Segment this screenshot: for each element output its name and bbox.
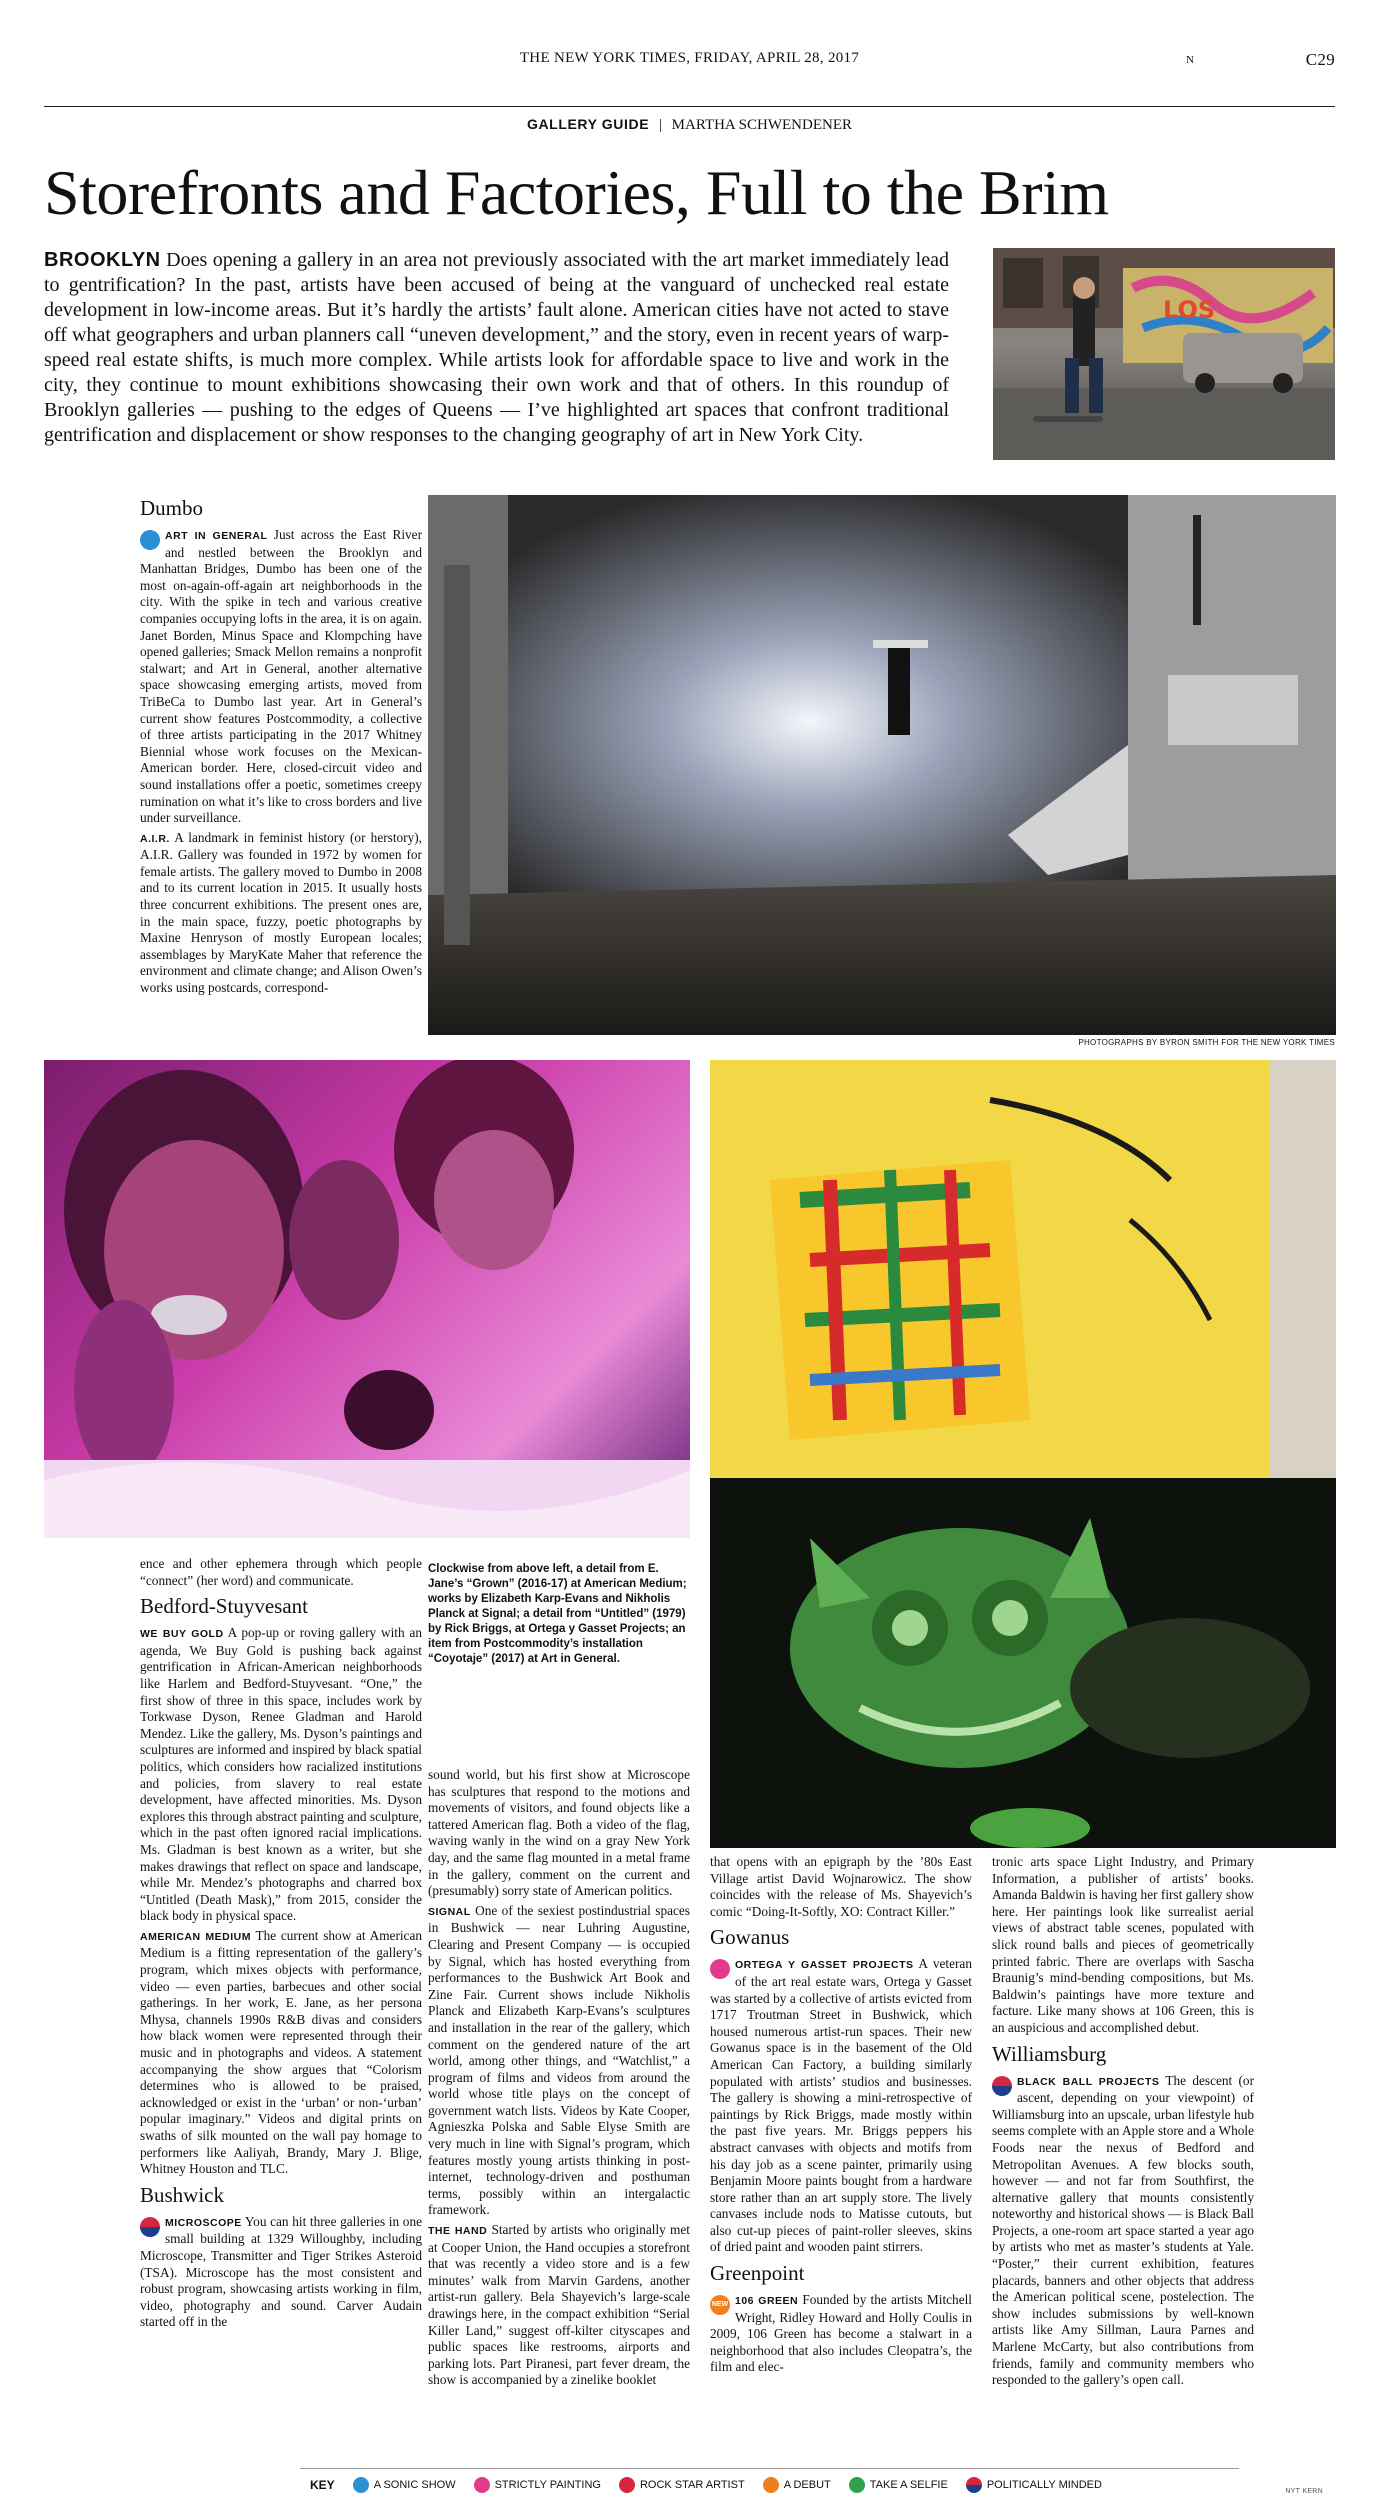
skateboarder-photo-art — [993, 248, 1335, 460]
key-item-debut — [763, 2477, 831, 2493]
section-dumbo: Dumbo — [140, 496, 203, 520]
entry-american-medium — [140, 1928, 422, 2178]
entry-the-hand — [428, 2222, 690, 2389]
masthead-rule — [44, 106, 1335, 107]
masthead-mark: N — [1186, 54, 1195, 66]
new-icon — [763, 2477, 779, 2493]
section-gowanus: Gowanus — [710, 1925, 790, 1950]
paint-icon — [474, 2477, 490, 2493]
kicker — [0, 116, 1379, 134]
art-in-general-photo-art — [428, 495, 1336, 1035]
gallery-name-106-green: 106 GREEN — [735, 2295, 799, 2308]
politics-icon — [992, 2076, 1012, 2096]
key-label: KEY — [310, 2478, 335, 2492]
page-number: C29 — [1305, 50, 1335, 69]
key-rule — [300, 2468, 1239, 2469]
entry-the-hand-text: Started by artists who originally met at Cooper Union, the Hand occupies a storefront that was recently a video store and is a few minutes’ walk from Marvin Gardens, another artist-run gallery. Bela Shayevich’s large-scale drawings here, in the compact exhibition “Serial Killer Land,” suggest off-kilter cityscapes and public spaces like restrooms, airports and parking lots. Part Piranesi, part fever dream, the show is accompanied by a zinelike booklet — [428, 2222, 690, 2388]
entry-signal — [428, 1903, 690, 2219]
key-item-rock-star — [619, 2477, 745, 2493]
lede-text: Does opening a gallery in an area not previously associated with the art market immediately lead to gentrification? In the past, artists have been accused of being at the vanguard of unchecked real estate development in low-income areas. But it’s hardly the artists’ fault alone. American cities have not acted to stave off what geographers and urban planners call “uneven development,” and the story, even in recent years of warp-speed real estate shifts, is much more complex. While artists look for affordable space to live and work in the city, they continue to mount exhibitions showcasing their own work and that of others. In this roundup of Brooklyn galleries — pushing to the edges of Queens — I’ve highlighted art spaces that confront traditional gentrification and displacement or show responses to the changing geography of art in New York City. — [44, 249, 949, 446]
politics-icon — [140, 2217, 160, 2237]
entry-106-green — [710, 2292, 972, 2376]
masthead-date: THE NEW YORK TIMES, FRIDAY, APRIL 28, 2017 — [519, 50, 860, 66]
section-bed-stuy: Bedford-Stuyvesant — [140, 1594, 308, 1619]
column-williamsburg — [992, 1854, 1254, 2392]
key-item-label: ROCK STAR ARTIST — [639, 2479, 745, 2491]
gallery-name-the-hand: THE HAND — [428, 2225, 488, 2238]
lede — [44, 248, 949, 448]
kicker-label: GALLERY GUIDE — [526, 116, 650, 132]
entry-106-green-continued: tronic arts space Light Industry, and Primary Information, a publisher of artists’ books. Amanda Baldwin is having her first gallery show here. Her paintings look like surrealist aerial views of abstract table scenes, populated with slick round balls and pieces of geometrically printed fabric. There are overlaps with Sascha Braunig’s mind-bending compositions, but Ms. Baldwin’s paintings have more texture and facture. Like many shows at 106 Green, this is an auspicious and accomplished debut. — [992, 1854, 1254, 2035]
entry-art-in-general-text: Just across the East River and nestled between the Brooklyn and Manhattan Bridges, Dumbo has been one of the most on-again-off-again art neighborhoods in the city. With the spike in tech and various creative companies occupying lofts in the area, it is on again. Janet Borden, Minus Space and Klompching have opened galleries; Smack Mellon remains a nonprofit stalwart; and Art in General, another alternative space showcasing emerging artists, moved from TriBeCa to Dumbo last year. Art in General’s current show features Postcommodity, a collective of three artists participating in the 2017 Whitney Biennial whose work focuses on the Mexican-American border. Here, closed-circuit video and sound installations offer a poetic, sometimes creepy rumination on what it’s like to cross borders and live under surveillance. — [140, 527, 422, 826]
gallery-name-black-ball: BLACK BALL PROJECTS — [1017, 2075, 1160, 2088]
entry-black-ball — [992, 2073, 1254, 2389]
key-item-label: A DEBUT — [783, 2479, 831, 2491]
entry-we-buy-gold-text: A pop-up or roving gallery with an agenda, We Buy Gold is pushing back against gentrification in African-American neighborhoods like Harlem and Bedford-Stuyvesant. “One,” the first show of three in this space, includes work by Torkwase Dyson, Renee Gladman and Harold Mendez. Like the gallery, Ms. Dyson’s paintings and sculptures are informed and inspired by black spatial politics, which considers how racialized institutions and policies, from slavery to real estate development, have affected minorities. Ms. Dyson explores this through abstract painting and sculpture, which in the past often ignored racial implications. Ms. Gladman is best known as a writer, but she makes drawings that reflect on space and landscape, while Mr. Mendez’s photographs and charred box “Untitled (Death Mask),” from 2015, consider the black body in physical space. — [140, 1625, 422, 1924]
key-legend — [310, 2472, 1230, 2498]
entry-ortega — [710, 1956, 972, 2256]
gallery-name-signal: SIGNAL — [428, 1905, 471, 1918]
gallery-name-microscope: MICROSCOPE — [165, 2216, 242, 2229]
section-bushwick: Bushwick — [140, 2182, 224, 2207]
key-item-politics — [966, 2477, 1102, 2493]
entry-air — [140, 830, 422, 997]
key-item-label: A SONIC SHOW — [373, 2479, 456, 2491]
briggs-painting-photo — [710, 1060, 1336, 1485]
column-bed-stuy-bushwick — [140, 1556, 422, 2334]
entry-microscope — [140, 2214, 422, 2331]
column-gowanus-greenpoint — [710, 1854, 972, 2379]
gallery-name-art-in-general: ART IN GENERAL — [165, 530, 268, 542]
sonic-icon — [353, 2477, 369, 2493]
photo-caption: Clockwise from above left, a detail from E. Jane’s “Grown” (2016-17) at American Medium; works by Elizabeth Karp-Evans and Nikholis Planck at Signal; a detail from “Untitled” (1979) by Rick Briggs, at Ortega y Gasset Projects; an item from Postcommodity’s installation “Coyotaje” (2017) at Art in General. — [428, 1563, 687, 1665]
new-icon: NEW — [710, 2295, 730, 2315]
entry-106-green-text: Founded by the artists Mitchell Wright, Ridley Howard and Holly Coulis in 2009, 106 Green has become a stalwart in a neighborhood that also includes Cleopatra’s, the film and elec- — [710, 2292, 972, 2375]
selfie-icon — [849, 2477, 865, 2493]
grown-photo-art — [44, 1060, 690, 1538]
entry-signal-text: One of the sexiest postindustrial spaces in Bushwick — near Luhring Augustine, Clearing and Present Company — is occupied by Signal, which has hosted everything from performances to the Bushwick Art Book and Zine Fair. Current shows include Nikholis Planck and Elizabeth Karp-Evans’s sculptures and installation in the rear of the gallery, which comment on the gendered nature of the art world, among other things, and “Watchlist,” a program of films and videos from around the world whose title plays on the concept of government watch lists. Videos by Kate Cooper, Agnieszka Polska and Sable Elyse Smith are very much in line with Signal’s program, which features mostly young artists thinking in post-internet, technology-driven and posthuman terms, possibly within an intergalactic framework. — [428, 1902, 690, 2218]
column-bushwick-2 — [428, 1767, 690, 2392]
entry-microscope-text: You can hit three galleries in one small building at 1329 Willoughby, including Microscope, Transmitter and Tiger Strikes Asteroid (TSA). Microscope has the most consistent and robust program, showcasing artists working in film, video, photography and sound. Carver Audain started off in the — [140, 2213, 422, 2330]
headline: Storefronts and Factories, Full to the Brim — [44, 157, 1109, 228]
gallery-name-american-medium: AMERICAN MEDIUM — [140, 1930, 251, 1943]
gallery-name-ortega: ORTEGA Y GASSET PROJECTS — [735, 1959, 914, 1972]
kicker-sep: | — [658, 117, 662, 133]
paint-icon — [710, 1959, 730, 1979]
key-item-painting — [474, 2477, 601, 2493]
key-item-sonic — [353, 2477, 456, 2493]
footer-tag: NYT KERN — [1285, 2488, 1323, 2495]
section-williamsburg: Williamsburg — [992, 2041, 1107, 2066]
key-item-label: POLITICALLY MINDED — [986, 2479, 1102, 2491]
signal-sculpture-art — [710, 1478, 1336, 1848]
kicker-author: MARTHA SCHWENDENER — [671, 117, 853, 133]
svg-text:LOS: LOS — [1163, 296, 1216, 324]
gallery-name-air: A.I.R. — [140, 832, 170, 845]
skateboarder-photo — [993, 248, 1335, 460]
gallery-name-we-buy-gold: WE BUY GOLD — [140, 1628, 224, 1641]
key-item-selfie — [849, 2477, 948, 2493]
entry-art-in-general — [140, 527, 422, 827]
key-item-label: TAKE A SELFIE — [869, 2479, 948, 2491]
briggs-painting-art — [710, 1060, 1336, 1485]
entry-ortega-text: A veteran of the art real estate wars, Ortega y Gasset was started by a collective of artists evicted from 1717 Troutman Street in Bushwick, which housed numerous artist-run spaces. Their new Gowanus space is in the basement of the Old American Can Factory, a building similarly populated with artists’ studios and businesses. The gallery is showing a mini-retrospective of paintings by Rick Briggs, made mostly within the past five years. Mr. Briggs peppers his abstract canvases with objects and motifs from his day job as a scene painter, primarily using Benjamin Moore paints bought from a hardware store rather than an art supply store. The lively canvases include nods to Matisse cutouts, but also cut-up pieces of paint-roller sleeves, skins of dried paint and wooden paint stirrers. — [710, 1956, 972, 2255]
entry-the-hand-continued: that opens with an epigraph by the ’80s East Village artist David Wojnarowicz. The show coincides with the release of Ms. Shayevich’s comic “Doing-It-Softly, XO: Contract Killer.” — [710, 1854, 972, 1919]
lede-dateline: BROOKLYN — [44, 249, 161, 271]
entry-air-text: A landmark in feminist history (or herstory), A.I.R. Gallery was founded in 1972 by women for female artists. The gallery moved to Dumbo in 2008 and to its current location in 2015. It usually hosts three concurrent exhibitions. The present ones are, in the main space, fuzzy, poetic photographs by Maxine Henryson of mostly European locales; assemblages by MaryKate Maher that reference the environment and climate change; and Alison Owen’s works using postcards, correspond- — [140, 829, 422, 996]
politics-icon — [966, 2477, 982, 2493]
sonic-icon — [140, 530, 160, 550]
column-dumbo — [140, 491, 422, 1000]
art-in-general-photo — [428, 495, 1336, 1035]
entry-microscope-continued: sound world, but his first show at Microscope has sculptures that respond to the motions and movements of visitors, and found objects like a tattered American flag. Both a video of the flag, waving wanly in the wind on a gray New York day, and the same flag mounted in a metal frame in the gallery, comment on the current and (presumably) sorry state of American politics. — [428, 1767, 690, 1899]
entry-black-ball-text: The descent (or ascent, depending on your viewpoint) of Williamsburg into an upscale, urban lifestyle hub seems complete with an Apple store and a Whole Foods near the nexus of Bedford and Metropolitan Avenues. A few blocks south, however — and not far from Southfirst, the alternative gallery that mounts consistently noteworthy and historical shows — is Black Ball Projects, a one-room art space started a year ago by artists who met as master’s students at Yale. “Poster,” their current exhibition, features placards, banners and other objects that address the American political scene, postelection. The show includes submissions by well-known artists like Amy Sillman, Laura Parnes and Marlene McCarty, but also contributions from friends, family and community members who responded to the gallery’s open call. — [992, 2072, 1254, 2388]
entry-air-continued: ence and other ephemera through which people “connect” (her word) and communicate. — [140, 1556, 422, 1588]
signal-sculpture-photo — [710, 1478, 1336, 1848]
photo-credit: PHOTOGRAPHS BY BYRON SMITH FOR THE NEW YORK TIMES — [1078, 1038, 1335, 1047]
grown-photo — [44, 1060, 690, 1538]
key-item-label: STRICTLY PAINTING — [494, 2479, 601, 2491]
entry-we-buy-gold — [140, 1625, 422, 1925]
entry-american-medium-text: The current show at American Medium is a fitting representation of the gallery’s program, which mixes objects with performance, video — even parties, barbecues and other social gatherings. In her work, E. Jane, as her persona Mhysa, channels 1990s R&B divas and considers how black women were represented through their music and in photographs and videos. A statement accompanying the show argues that “Colorism determines who is allowed to be praised, acknowledged or exist in the ‘urban’ or non-‘urban’ popular imaginary.” Videos and digital prints on swaths of silk mounted on the wall pay homage to performers like Aaliyah, Brandy, Mary J. Blige, Whitney Houston and TLC. — [140, 1927, 423, 2177]
rock-star-icon — [619, 2477, 635, 2493]
section-greenpoint: Greenpoint — [710, 2261, 805, 2286]
